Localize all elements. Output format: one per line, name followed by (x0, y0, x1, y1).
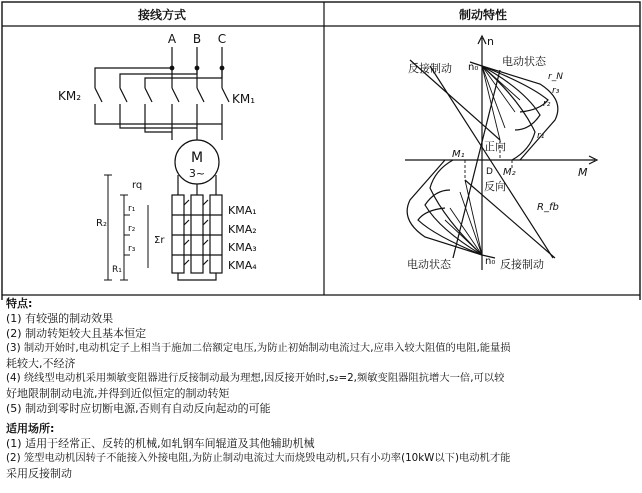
rfb-line (430, 66, 553, 258)
km1-contacts (172, 88, 229, 116)
rotor-resistor-ladder (172, 195, 222, 280)
feature-line: (4) 绕线型电动机采用频敏变阻器进行反接制动最为理想,因反接开始时,s₂=2,频敏变阻器阻抗增大一倍,可以较 (6, 372, 505, 384)
label-r1: r₁ (537, 131, 545, 141)
label-reverse: 反向 (484, 180, 506, 193)
label-reverse-brake-bottom: 反接制动 (500, 258, 544, 271)
axis-m-label: M (578, 166, 588, 179)
feature-line: 好地限制制动电流,并得到近似恒定的制动转矩 (6, 387, 230, 400)
n0-bottom-label: n₀ (485, 256, 496, 267)
dim-r1: r₁ (128, 204, 136, 214)
label-motoring-top: 电动状态 (502, 55, 546, 68)
km2-contacts (95, 88, 152, 116)
braking-characteristics (405, 35, 597, 271)
motor-label: M (190, 150, 204, 166)
application-line: (1) 适用于经常正、反转的机械,如轧钢车间辊道及其他辅助机械 (6, 437, 315, 450)
kma4-label: KMA₄ (228, 259, 257, 272)
phase-b-label: B (192, 32, 202, 46)
reverse-bus (95, 68, 222, 88)
kma1-label: KMA₁ (228, 204, 257, 217)
dim-r2: r₂ (128, 224, 136, 234)
dim-r3: r₃ (128, 244, 136, 254)
dim-rq: rq (132, 180, 143, 191)
applications-section (6, 421, 510, 481)
kma3-label: KMA₃ (228, 241, 257, 254)
km1-label: KM₁ (232, 92, 256, 106)
feature-line: (3) 制动开始时,电动机定子上相当于施加二倍额定电压,为防止初始制动电流过大,应串入较大阻值的电阻,能量损 (6, 342, 511, 354)
kma2-label: KMA₂ (228, 223, 257, 236)
label-forward: 正向 (484, 140, 506, 153)
motor-feed (95, 116, 222, 140)
dim-r1-total: R₁ (112, 265, 122, 275)
motor-sub-label: 3~ (188, 167, 206, 180)
phase-a-label: A (167, 32, 177, 46)
left-panel-title: 接线方式 (137, 8, 187, 22)
label-m1: M₁ (452, 149, 465, 160)
wiring-diagram (58, 32, 257, 280)
feature-line: (1) 有较强的制动效果 (6, 312, 114, 325)
n0-top-label: n₀ (468, 62, 479, 73)
label-m2: M₂ (503, 167, 516, 178)
right-panel-title: 制动特性 (458, 8, 508, 22)
star-point (178, 273, 216, 280)
label-r3: r₃ (552, 86, 560, 96)
rotor-resistor-a (172, 195, 184, 273)
dim-rb: R₂ (96, 218, 107, 229)
label-rfb: R_fb (537, 202, 559, 213)
label-d: D (486, 167, 493, 177)
label-reverse-brake-top: 反接制动 (408, 62, 452, 75)
rotor-resistor-b (191, 195, 203, 273)
label-r2: r₂ (543, 99, 551, 109)
outer-frame (2, 2, 640, 300)
feature-line: (2) 制动转矩较大且基本恒定 (6, 327, 147, 340)
application-line: 采用反接制动 (6, 467, 72, 480)
feature-line: (5) 制动到零时应切断电源,否则有自动反向起动的可能 (6, 402, 271, 415)
rotor-taps (172, 215, 222, 255)
phase-c-label: C (217, 32, 227, 46)
label-rn: r_N (548, 72, 563, 82)
km2-label: KM₂ (58, 89, 82, 103)
features-section (6, 296, 511, 416)
rotor-resistor-c (210, 195, 222, 273)
axis-n-label: n (487, 35, 494, 48)
label-motoring-bottom: 电动状态 (407, 258, 451, 271)
applications-title: 适用场所: (6, 422, 55, 435)
features-title: 特点: (6, 297, 33, 310)
reverse-curve-r2 (425, 190, 482, 255)
dim-sum: Σr (154, 235, 165, 246)
feature-line: 耗较大,不经济 (6, 357, 76, 370)
application-line: (2) 笼型电动机因转子不能接入外接电阻,为防止制动电流过大而烧毁电动机,只有小功率(10kW以下)电动机才能 (6, 452, 511, 464)
reverse-curve-r3 (418, 208, 482, 255)
